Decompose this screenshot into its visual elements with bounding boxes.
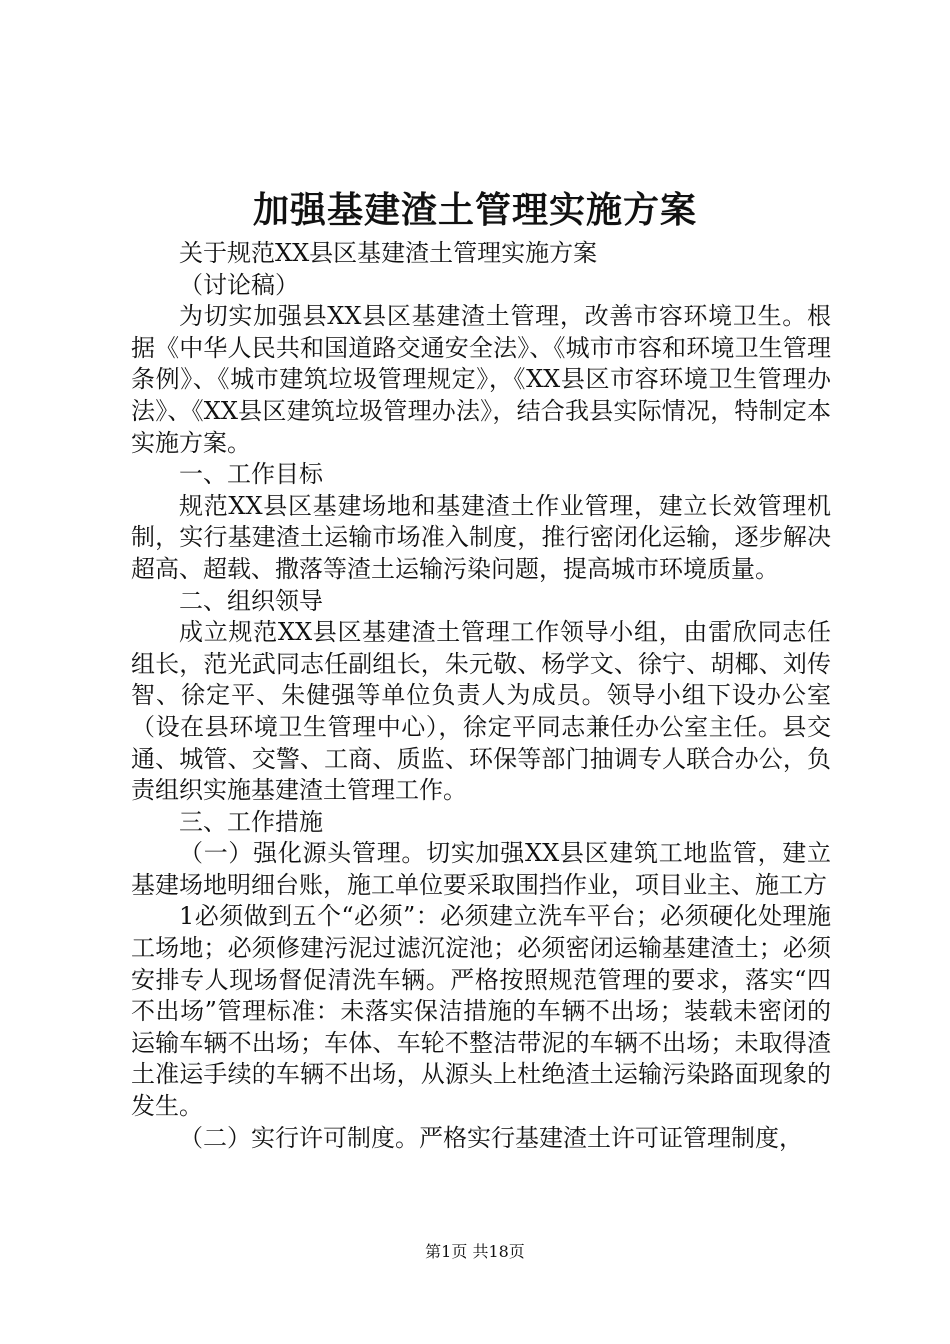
document-title: 加强基建渣土管理实施方案	[252, 189, 697, 231]
section-heading-organization: 二、组织领导	[179, 586, 323, 615]
goals-paragraph: 规范XX县区基建场地和基建渣土作业管理，建立长效管理机制，实行基建渣土运输市场准入制度，推行密闭化运输，逐步解决超高、超载、撒落等渣土运输污染问题，提高城市环境质量。	[131, 491, 831, 583]
measure-two-paragraph: （二）实行许可制度。严格实行基建渣土许可证管理制度，	[179, 1123, 803, 1152]
section-heading-measures: 三、工作措施	[179, 807, 323, 836]
document-body	[131, 238, 831, 1154]
intro-paragraph: 为切实加强县XX县区基建渣土管理，改善市容环境卫生。根据《中华人民共和国道路交通安全法》、《城市市容和环境卫生管理条例》、《城市建筑垃圾管理规定》，《XX县区市容环境卫生管理办法》、《XX县区建筑垃圾管理办法》，结合我县实际情况，特制定本实施方案。	[131, 302, 831, 457]
measure-one-paragraph: （一）强化源头管理。切实加强XX县区建筑工地监管，建立基建场地明细台账，施工单位要采取围挡作业，项目业主、施工方	[131, 839, 831, 899]
page-footer: 第1页 共18页	[425, 1242, 525, 1261]
organization-paragraph: 成立规范XX县区基建渣土管理工作领导小组，由雷欣同志任组长，范光武同志任副组长，朱元敬、杨学文、徐宁、胡椰、刘传智、徐定平、朱健强等单位负责人为成员。领导小组下设办公室（设在县环境卫生管理中心），徐定平同志兼任办公室主任。县交通、城管、交警、工商、质监、环保等部门抽调专人联合办公，负责组织实施基建渣土管理工作。	[131, 618, 831, 805]
subtitle-paragraph: 关于规范XX县区基建渣土管理实施方案	[179, 239, 598, 267]
five-musts-paragraph: 1必须做到五个“必须”：必须建立洗车平台；必须硬化处理施工场地；必须修建污泥过滤沉淀池；必须密闭运输基建渣土；必须安排专人现场督促清洗车辆。严格按照规范管理的要求，落实“四不出场”管理标准：未落实保洁措施的车辆不出场；装载未密闭的运输车辆不出场；车体、车轮不整洁带泥的车辆不出场；未取得渣土准运手续的车辆不出场，从源头上杜绝渣土运输污染路面现象的发生。	[131, 902, 831, 1121]
section-heading-goals: 一、工作目标	[179, 460, 323, 489]
draft-note-paragraph: （讨论稿）	[179, 270, 299, 299]
